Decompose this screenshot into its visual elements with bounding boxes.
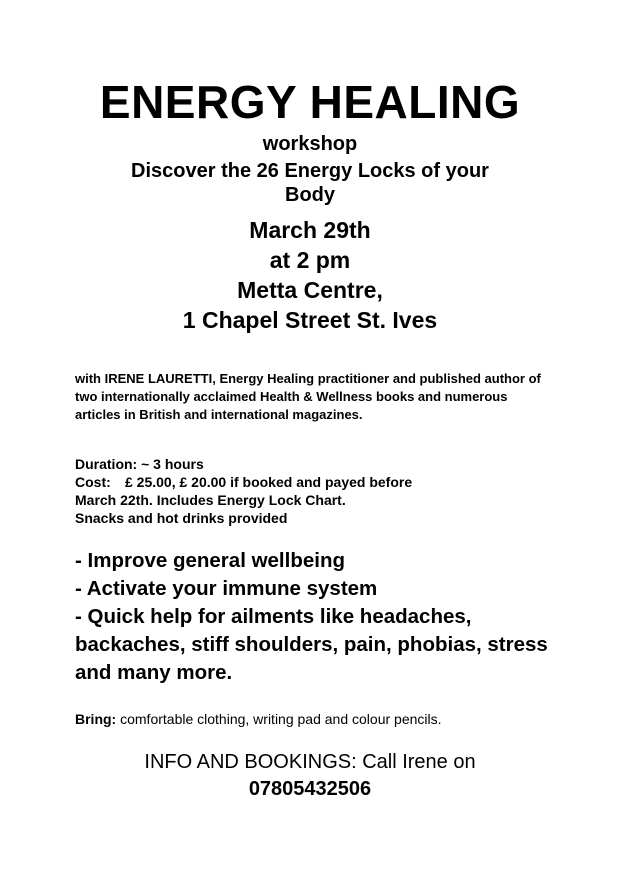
cost-row <box>75 473 555 491</box>
workshop-details <box>75 455 555 527</box>
tagline-line-2: Body <box>285 184 335 206</box>
phone-number: 07805432506 <box>248 778 372 800</box>
tagline-line-1: Discover the 26 Energy Locks of your <box>131 160 489 182</box>
benefit-item: - Improve general wellbeing <box>75 549 345 572</box>
bring-list <box>75 710 555 728</box>
event-venue: Metta Centre, <box>237 277 383 303</box>
event-address: 1 Chapel Street St. Ives <box>182 307 438 333</box>
cost-label: Cost: <box>75 474 111 490</box>
bookings-info: INFO AND BOOKINGS: Call Irene on <box>144 751 476 773</box>
cost-value: £ 25.00, £ 20.00 if booked and payed before <box>125 474 413 490</box>
bring-text: comfortable clothing, writing pad and colour pencils. <box>116 711 442 727</box>
benefit-item: - Quick help for ailments like headaches, backaches, stiff shoulders, pain, phobias, stress and many more. <box>75 605 548 684</box>
flyer-tagline <box>0 159 620 207</box>
flyer-subtitle: workshop <box>262 133 358 155</box>
benefit-item: - Activate your immune system <box>75 577 378 600</box>
event-date: March 29th <box>249 217 371 243</box>
bring-label: Bring: <box>75 711 117 727</box>
event-info <box>0 215 620 335</box>
duration-text: Duration: ~ 3 hours <box>75 456 204 472</box>
event-time: at 2 pm <box>269 247 351 273</box>
presenter-bio: with IRENE LAURETTI, Energy Healing practitioner and published author of two internationally acclaimed Health & Wellness books and numerous articles in British and international magazines. <box>75 371 541 422</box>
benefits-list <box>75 547 555 687</box>
flyer-title: ENERGY HEALING <box>99 76 521 128</box>
cost-continuation: March 22th. Includes Energy Lock Chart. <box>75 492 346 508</box>
snacks-text: Snacks and hot drinks provided <box>75 510 288 526</box>
